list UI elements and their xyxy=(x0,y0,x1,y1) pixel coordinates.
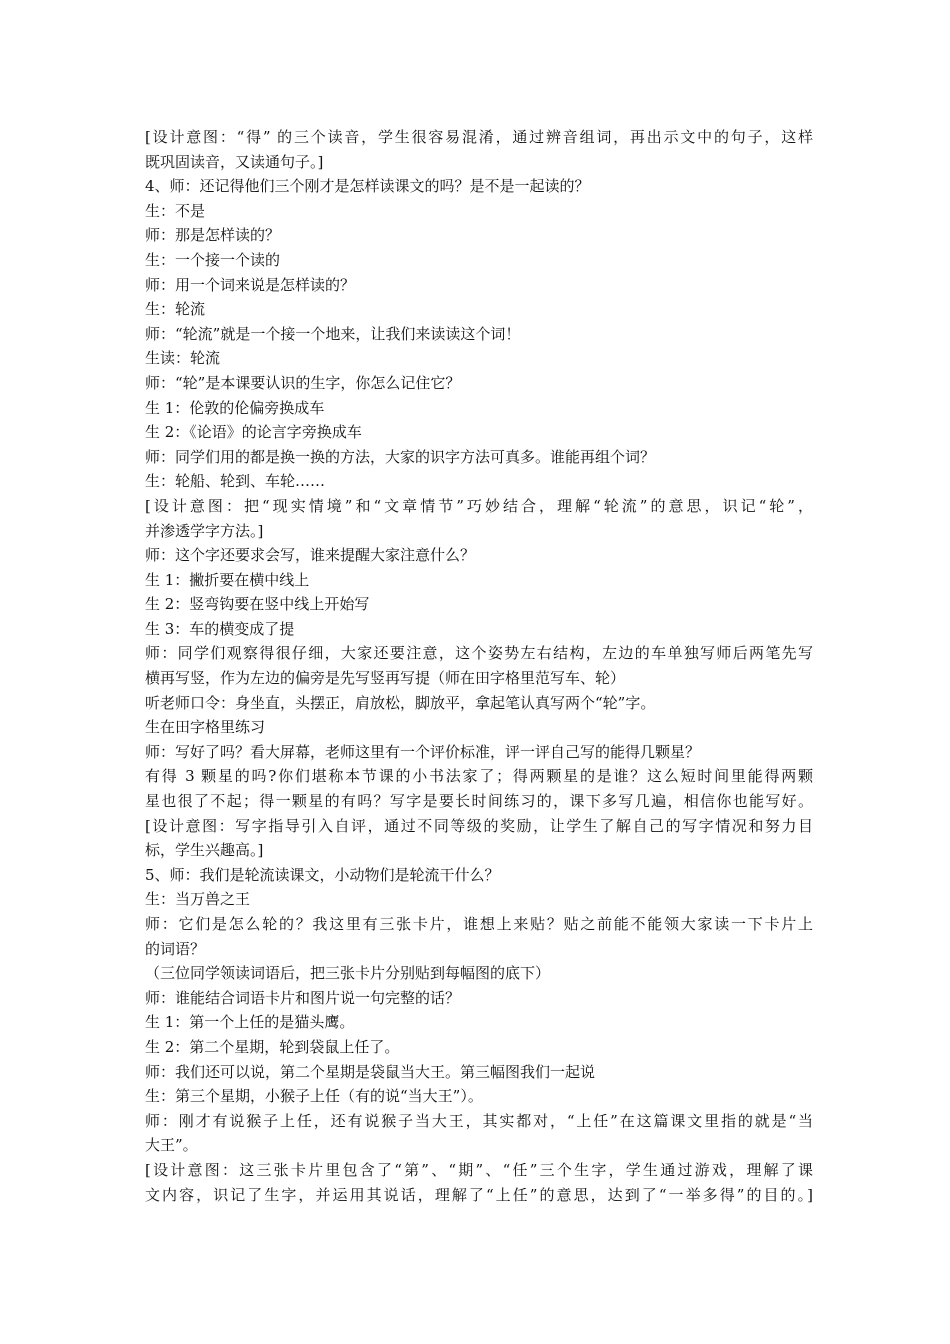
text-line: 生 1：第一个上任的是猫头鹰。 xyxy=(145,1013,355,1032)
text-line: 生：第三个星期，小猴子上任（有的说“当大王”）。 xyxy=(145,1087,483,1106)
text-line: 文内容，识记了生字，并运用其说话，理解了“上任”的意思，达到了“一举多得”的目的。] xyxy=(145,1185,813,1204)
text-line: 生 1：伦敦的伦偏旁换成车 xyxy=(145,398,325,417)
text-line: [设计意图：把“现实情境”和“文章情节”巧妙结合，理解“轮流”的意思，识记“轮”， xyxy=(145,496,813,515)
text-line: 标，学生兴趣高。] xyxy=(145,841,264,860)
text-line: 师：那是怎样读的？ xyxy=(145,226,281,245)
text-line: 师：用一个词来说是怎样读的？ xyxy=(145,275,356,294)
text-line: 师：它们是怎么轮的？我这里有三张卡片，谁想上来贴？贴之前能不能领大家读一下卡片上 xyxy=(145,915,813,933)
text-line: 生：当万兽之王 xyxy=(145,890,251,909)
text-line: 并渗透学字方法。] xyxy=(145,521,264,540)
text-line: 生读：轮流 xyxy=(145,349,221,368)
text-line: [设计意图：这三张卡片里包含了“第”、“期”、“任”三个生字，学生通过游戏，理解了课 xyxy=(145,1160,813,1179)
text-line: 4、师：还记得他们三个刚才是怎样读课文的吗？是不是一起读的？ xyxy=(145,177,590,196)
text-line: 生 3：车的横变成了提 xyxy=(145,619,295,638)
text-line: 星也很了不起；得一颗星的有吗？写字是要长时间练习的，课下多写几遍，相信你也能写好。 xyxy=(145,792,813,811)
text-line: 有得 3 颗星的吗?你们堪称本节课的小书法家了；得两颗星的是谁？这么短时间里能得两颗 xyxy=(145,767,813,786)
text-line: 生：轮流 xyxy=(145,300,206,319)
text-line: [设计意图：写字指导引入自评，通过不同等级的奖励，让学生了解自己的写字情况和努力目 xyxy=(145,816,813,835)
text-line: 生 2：第二个星期，轮到袋鼠上任了。 xyxy=(145,1037,400,1056)
text-line: 师：谁能结合词语卡片和图片说一句完整的话？ xyxy=(145,988,461,1007)
text-line: 既巩固读音，又读通句子。] xyxy=(145,152,324,171)
text-line: 师：我们还可以说，第二个星期是袋鼠当大王。第三幅图我们一起说 xyxy=(145,1062,596,1081)
text-line: 5、师：我们是轮流读课文，小动物们是轮流干什么？ xyxy=(145,865,500,884)
text-line: 师：“轮流”就是一个接一个地来，让我们来读读这个词！ xyxy=(145,324,521,343)
text-line: 生：一个接一个读的 xyxy=(145,250,281,269)
text-line: 横再写竖，作为左边的偏旁是先写竖再写提（师在田字格里范写车、轮） xyxy=(145,669,626,688)
text-line: 师：同学们观察得很仔细，大家还要注意，这个姿势左右结构，左边的车单独写师后两笔先写 xyxy=(145,644,813,663)
text-line: 的词语？ xyxy=(145,939,206,958)
text-line: 师：这个字还要求会写，谁来提醒大家注意什么？ xyxy=(145,546,476,565)
text-line: 生在田字格里练习 xyxy=(145,718,266,737)
text-line: 师：“轮”是本课要认识的生字，你怎么记住它？ xyxy=(145,373,461,392)
text-line: 师：刚才有说猴子上任，还有说猴子当大王，其实都对，“上任”在这篇课文里指的就是“当 xyxy=(145,1111,813,1130)
text-line: 生：不是 xyxy=(145,201,206,220)
text-line: 生 1：撇折要在横中线上 xyxy=(145,570,310,589)
text-line: 师：写好了吗？看大屏幕，老师这里有一个评价标准，评一评自己写的能得几颗星？ xyxy=(145,742,701,761)
text-line: 生 2：竖弯钩要在竖中线上开始写 xyxy=(145,595,370,614)
text-line: 听老师口令：身坐直，头摆正，肩放松，脚放平，拿起笔认真写两个“轮”字。 xyxy=(145,693,656,712)
text-line: [设计意图：“得” 的三个读音，学生很容易混淆，通过辨音组词，再出示文中的句子，这样 xyxy=(145,128,813,146)
text-line: 大王”。 xyxy=(145,1136,198,1155)
document-body xyxy=(145,125,813,1207)
text-line: 生：轮船、轮到、车轮…… xyxy=(145,472,326,491)
text-line: 师：同学们用的都是换一换的方法，大家的识字方法可真多。谁能再组个词？ xyxy=(145,447,656,466)
text-line: 生 2：《论语》的论言字旁换成车 xyxy=(145,423,362,442)
text-line: （三位同学领读词语后，把三张卡片分别贴到每幅图的底下） xyxy=(145,964,551,983)
